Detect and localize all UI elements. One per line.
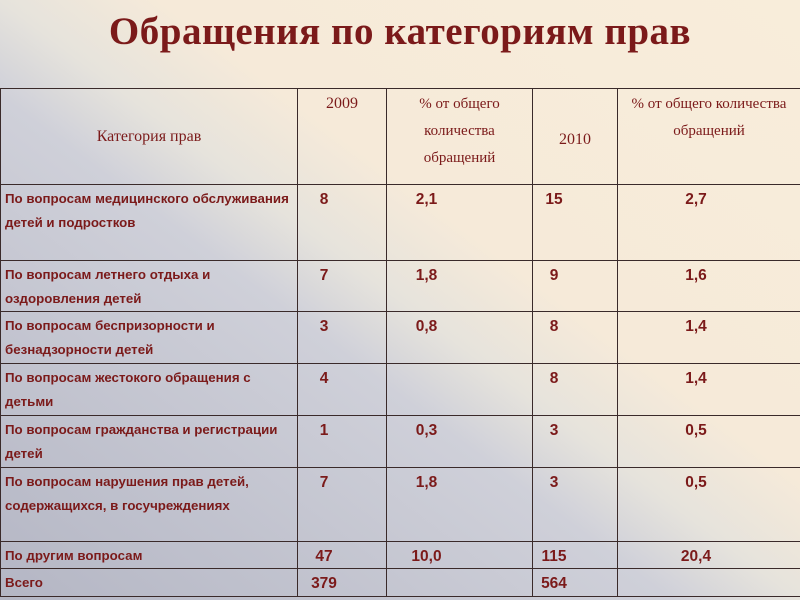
row-category: По вопросам беспризорности и безнадзорности детей [1,312,298,364]
row-category: По вопросам гражданства и регистрации детей [1,416,298,468]
row-percent-2009 [387,364,533,416]
row-percent-2009: 0,8 [387,312,533,364]
row-value-2009: 7 [298,468,387,542]
row-value-2010: 3 [533,416,618,468]
table-row [1,261,800,312]
row-value-2010: 15 [533,185,618,261]
row-category: По вопросам летнего отдыха и оздоровления детей [1,261,298,312]
row-percent-2009: 1,8 [387,468,533,542]
row-category: По другим вопросам [1,542,298,569]
row-value-2010: 9 [533,261,618,312]
table-row [1,569,800,597]
row-percent-2009: 2,1 [387,185,533,261]
row-value-2009: 379 [298,569,387,597]
header-percent-2009: % от общего количества обращений [387,89,533,185]
row-value-2009: 7 [298,261,387,312]
row-value-2010: 8 [533,364,618,416]
row-value-2009: 1 [298,416,387,468]
header-year-2010: 2010 [533,89,618,185]
table-row [1,185,800,261]
table-row [1,312,800,364]
row-percent-2010 [618,569,800,597]
table-row [1,416,800,468]
header-percent-2010: % от общего количества обращений [618,89,800,185]
row-category: Всего [1,569,298,597]
row-value-2010: 115 [533,542,618,569]
rights-category-table [0,88,800,597]
row-value-2009: 8 [298,185,387,261]
row-value-2010: 8 [533,312,618,364]
table-header-row [1,89,800,185]
row-value-2010: 564 [533,569,618,597]
row-percent-2010: 2,7 [618,185,800,261]
header-category: Категория прав [1,89,298,185]
row-percent-2010: 20,4 [618,542,800,569]
row-category: По вопросам жестокого обращения с детьми [1,364,298,416]
row-value-2009: 3 [298,312,387,364]
row-percent-2010: 1,4 [618,312,800,364]
header-year-2009: 2009 [298,89,387,185]
table-row [1,542,800,569]
row-percent-2009 [387,569,533,597]
table-row [1,468,800,542]
row-value-2010: 3 [533,468,618,542]
row-percent-2009: 10,0 [387,542,533,569]
row-percent-2010: 1,6 [618,261,800,312]
row-category: По вопросам медицинского обслуживания детей и подростков [1,185,298,261]
row-percent-2009: 1,8 [387,261,533,312]
row-value-2009: 4 [298,364,387,416]
row-percent-2010: 0,5 [618,416,800,468]
row-percent-2009: 0,3 [387,416,533,468]
table-row [1,364,800,416]
row-value-2009: 47 [298,542,387,569]
row-category: По вопросам нарушения прав детей, содержащихся, в госучреждениях [1,468,298,542]
slide-title: Обращения по категориям прав [108,10,692,53]
row-percent-2010: 1,4 [618,364,800,416]
row-percent-2010: 0,5 [618,468,800,542]
